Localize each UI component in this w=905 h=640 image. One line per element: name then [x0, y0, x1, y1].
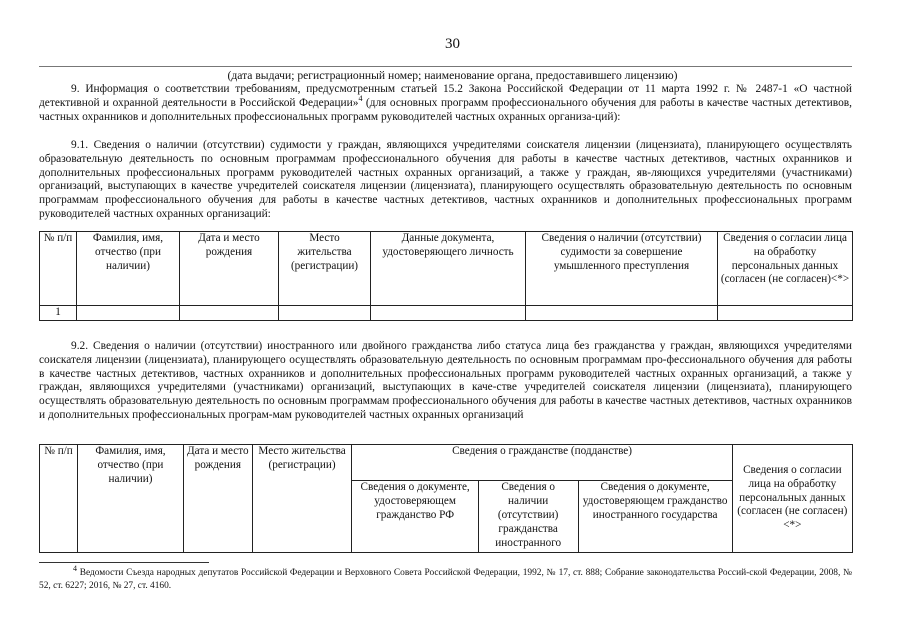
col-residence-header: Место жительства (регистрации) [252, 445, 352, 553]
row-number: 1 [40, 306, 77, 321]
col-criminal-record-header: Сведения о наличии (отсутствии) судимости за совершение умышленного преступления [526, 232, 718, 306]
col-id-document-header: Данные документа, удостоверяющего личность [371, 232, 526, 306]
col-birth-header: Дата и место рождения [180, 232, 279, 306]
col-number-header: № п/п [40, 445, 78, 553]
footnote-text: Ведомости Съезда народных депутатов Российской Федерации и Верховного Совета Российской Федерации, 1992, № 17, ст. 888; Собрание законодательства Россий-ской Федерации, 2008, № 52, ст. 6227; 2016, № 27, ст. 4160. [39, 568, 852, 591]
footnote-marker: 4 [73, 563, 77, 573]
table-cell [77, 306, 180, 321]
section-9-text-cont: (для основных программ профессионального обучения для работы в качестве частных детективов, частных охранников и дополнительных профессиональных программ руководителей частных охранных организа-ций): [39, 96, 852, 123]
license-caption: (дата выдачи; регистрационный номер; наименование органа, предоставившего лицензию) [227, 69, 678, 82]
section-9-paragraph [39, 83, 852, 124]
criminal-record-table [39, 231, 853, 321]
citizenship-group-header: Сведения о гражданстве (подданстве) [352, 445, 732, 481]
section-9-2-paragraph: 9.2. Сведения о наличии (отсутствии) иностранного или двойного гражданства либо статуса лица без гражданства у граждан, являющихся учредителями соискателя лицензии (лицензиата), планирующего осуществлять образовательную деятельность по основным программам про-фессионального обучения для работы в качестве частных детективов, частных охранников и дополнительных профессиональных программ руководителей частных охранных организаций, а также у граждан, являющихся учредителями (участниками) организаций, выступающих в каче-стве учредителей соискателя лицензии (лицензиата), планирующего осуществлять образовательную деятельность по основным программам профессионального обучения для работы в качестве частных детективов, частных охранников и дополнительных профессиональных програм-мам руководителей частных охранных организаций [39, 340, 852, 421]
col-birth-header: Дата и место рождения [183, 445, 252, 553]
table-cell [279, 306, 371, 321]
table-header-row [40, 445, 853, 481]
signature-line [39, 66, 852, 67]
col-residence-header: Место жительства (регистрации) [279, 232, 371, 306]
section-9-text: 9. Информация о соответствии требованиям, предусмотренным статьей 15.2 Закона Российской Федерации от 11 марта 1992 г. № 2487-1 «О частной детективной и охранной деятельности в Российской Федерации» [39, 83, 852, 109]
table-header-row [40, 232, 853, 306]
footnote-ref: 4 [358, 94, 363, 103]
table-cell [371, 306, 526, 321]
col-name-header: Фамилия, имя, отчество (при наличии) [77, 232, 180, 306]
col-consent-header: Сведения о согласии лица на обработку персональных данных (согласен (не согласен)<*> [718, 232, 853, 306]
col-rf-document-header: Сведения о документе, удостоверяющем гражданство РФ [352, 481, 478, 553]
col-consent-header: Сведения о согласии лица на обработку персональных данных (согласен (не согласен)<*> [732, 445, 852, 553]
col-foreign-citizenship-header: Сведения о наличии (отсутствии) гражданства иностранного [478, 481, 578, 553]
col-foreign-document-header: Сведения о документе, удостоверяющем гражданство иностранного государства [578, 481, 732, 553]
table-row [40, 306, 853, 321]
table-cell [718, 306, 853, 321]
footnote [39, 563, 852, 592]
section-9-1-paragraph: 9.1. Сведения о наличии (отсутствии) судимости у граждан, являющихся учредителями соискателя лицензии (лицензиата), планирующего осуществлять образовательную деятельность по основным программам профессионального обучения для работы в качестве частных детективов, частных охранников и дополнительных профессиональных программ руководителей частных охранных организаций, а также у граждан, яв-ляющихся учредителями (участниками) организаций, выступающих в качестве учредителей соискателя лицензии (лицензиата), планирующего осуществлять образовательную деятельность по основным программам профессионального обучения для работы в качестве частных детективов, частных охранников и дополнительных профессиональных программ руководителей частных охранных организаций: [39, 139, 852, 220]
page-number: 30 [445, 36, 460, 52]
table-cell [526, 306, 718, 321]
col-name-header: Фамилия, имя, отчество (при наличии) [78, 445, 184, 553]
col-number-header: № п/п [40, 232, 77, 306]
table-cell [180, 306, 279, 321]
footnote-separator [39, 562, 209, 563]
citizenship-table [39, 444, 853, 553]
